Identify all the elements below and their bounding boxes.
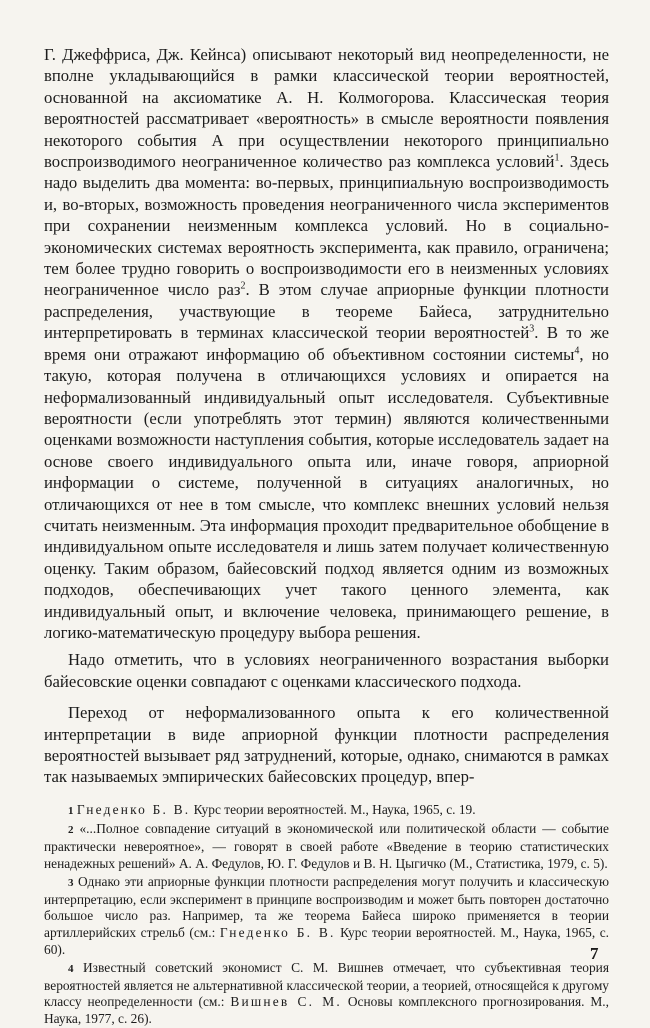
main-text bbox=[44, 44, 609, 788]
footnote-1-text: Курс теории вероятностей. М., Наука, 1965, с. 19. bbox=[190, 801, 476, 817]
footnote-ref-3: 3 bbox=[529, 323, 535, 335]
paragraph-1-part-a: Г. Джеффриса, Дж. Кейнса) описывают некоторый вид неопределенности, не вполне укладывающийся в рамки классической теории вероятностей, основанной на аксиоматике А. Н. Колмогорова. Классическая теория вероятностей рассматривает «вероятность» в смысле вероятности появления некоторого события А при осуществлении некоторого принципиально воспроизводимого неограниченное количество раз комплекса условий bbox=[44, 45, 609, 172]
footnote-3-author: Гнеденко Б. В. bbox=[219, 924, 336, 940]
footnote-1-author: Гнеденко Б. В. bbox=[76, 801, 191, 817]
footnote-ref-4: 4 bbox=[574, 345, 580, 357]
paragraph-1-part-c: . В этом случае априорные функции плотности распределения, участвующие в теореме Байеса, затруднительно интерпретировать в терминах классической теории вероятностей bbox=[44, 280, 609, 343]
footnote-ref-1: 1 bbox=[554, 152, 560, 164]
footnote-4-mark: 4 bbox=[68, 963, 74, 976]
footnote-4 bbox=[44, 960, 609, 1027]
footnotes bbox=[44, 802, 609, 1028]
book-page bbox=[44, 44, 609, 1028]
footnote-3-mark: 3 bbox=[68, 877, 74, 890]
footnote-2-mark: 2 bbox=[68, 824, 74, 837]
footnote-3-text: Однако эти априорные функции плотности распределения могут получить и классическую интерпретацию, если эксперимент в принципе воспроизводим и может быть повторен достаточно большое число раз. Например, та же теорема Байеса широко применяется в теории артиллерийских стрельб (см.: bbox=[44, 874, 609, 940]
paragraph-1-part-e: , но такую, которая получена в отличающихся условиях и опирается на неформализованный индивидуальный опыт исследователя. Субъективные вероятности (если употреблять этот термин) являются количественными оценками возможности наступления события, которые исследователь задает на основе своего индивидуального опыта или, иначе говоря, априорной информации о системе, полученной в ситуациях аналогичных, но отличающихся от нее в том смысле, что комплекс внешних условий нельзя считать неизменным. Эта информация проходит предварительное обобщение в индивидуальном опыте исследователя и лишь затем получает количественную оценку. Таким образом, байесовский подход является одним из возможных подходов, обеспечивающих учет такого ценного элемента, как индивидуальный опыт, и включение человека, принимающего решение, в логико-математическую процедуру выбора решения. bbox=[44, 344, 610, 642]
footnote-4-text: Известный советский экономист С. М. Вишнев отмечает, что субъективная теория вероятностей является не альтернативной классической теории, а теорией, относящейся к другому классу неопределенности (см.: bbox=[44, 960, 609, 1010]
paragraph-3: Переход от неформализованного опыта к его количественной интерпретации в виде априорной функции плотности распределения вероятностей вызывает ряд затруднений, которые, однако, снимаются в рамках так называемых эмпирических байесовских процедур, впер- bbox=[44, 703, 609, 787]
footnote-ref-2: 2 bbox=[240, 280, 246, 292]
paragraph-1 bbox=[44, 44, 609, 643]
paragraph-1-part-b: . Здесь надо выделить два момента: во-первых, принципиальную воспроизводимость и, во-вторых, возможность проведения неограниченного числа экспериментов при сохранении неизменным комплекса условий. Но в социально-экономических системах вероятность эксперимента, как правило, ограничена; тем более трудно говорить о воспроизводимости его в неизменных условиях неограниченное число раз bbox=[44, 152, 610, 300]
page-number: 7 bbox=[590, 944, 599, 963]
footnote-1 bbox=[44, 802, 609, 820]
footnote-3-tail: Курс теории вероятностей. М., Наука, 1965, с. 60). bbox=[44, 924, 609, 957]
paragraph-2: Надо отметить, что в условиях неограниченного возрастания выборки байесовские оценки совпадают с оценками классического подхода. bbox=[44, 650, 609, 691]
footnote-2 bbox=[44, 821, 609, 872]
paragraph-1-part-d: . В то же время они отражают информацию об объективном состоянии системы bbox=[44, 323, 609, 364]
footnote-3 bbox=[44, 874, 609, 958]
footnote-2-text: «...Полное совпадение ситуаций в экономической или политической области — событие практически невероятное», — говорят в своей работе «Введение в теорию статистических ненадежных решений» А. А. Федулов, Ю. Г. Федулов и В. Н. Цыгичко (М., Статистика, 1979, с. 5). bbox=[44, 821, 609, 871]
footnote-1-mark: 1 bbox=[68, 804, 74, 817]
footnote-4-author: Вишнев С. М. bbox=[230, 994, 342, 1010]
footnote-4-tail: Основы комплексного прогнозирования. М., Наука, 1977, с. 26). bbox=[44, 994, 609, 1026]
